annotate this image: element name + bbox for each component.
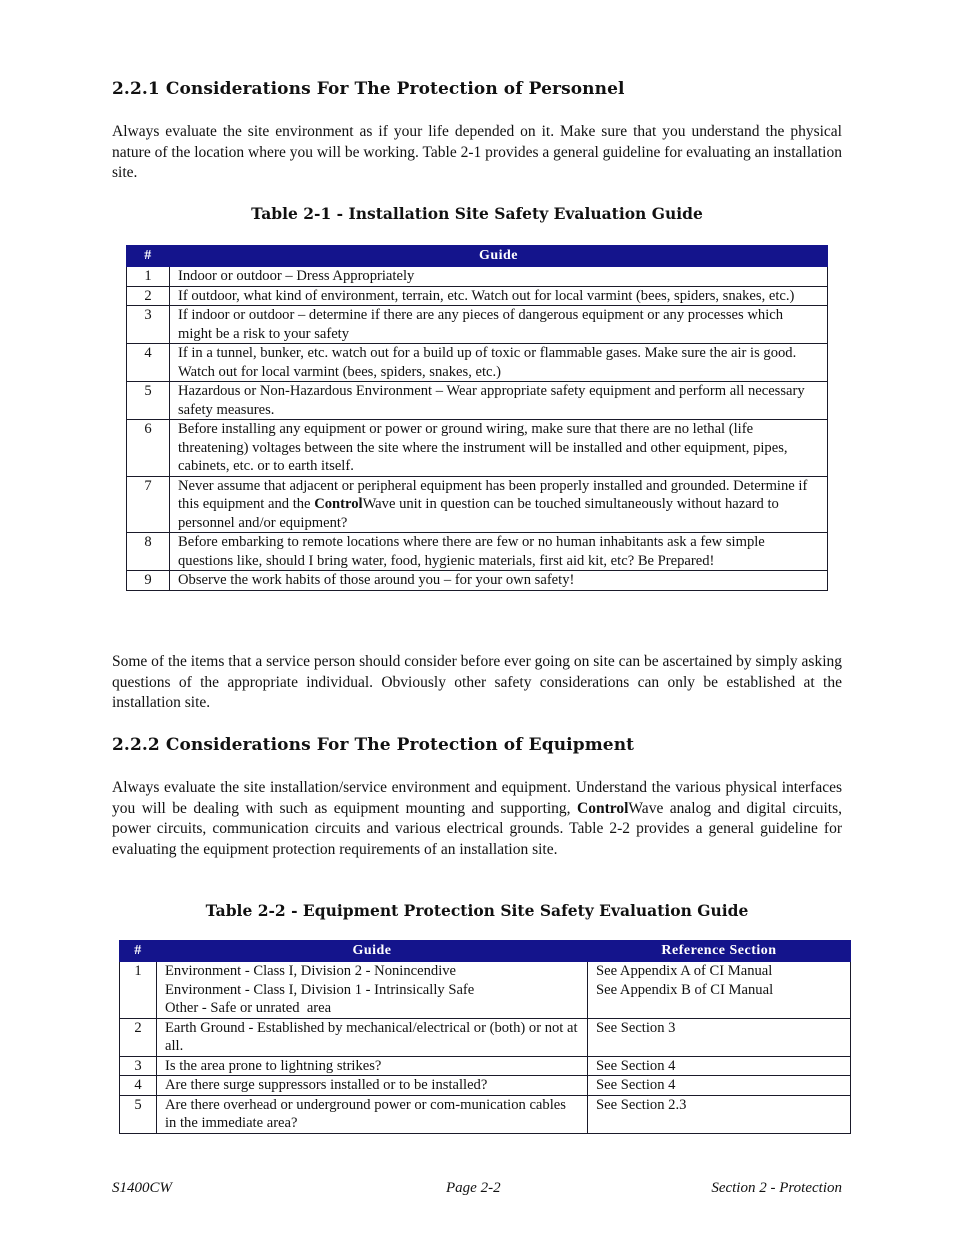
- table-row: [127, 344, 828, 382]
- row-guide-text: If in a tunnel, bunker, etc. watch out for a build up of toxic or flammable gases. Make sure the air is good. Watch out for local varmint (bees, spiders, snakes, etc.): [170, 344, 828, 382]
- brand-name-rest: Wave: [628, 799, 664, 817]
- row-number: 4: [127, 344, 170, 382]
- row-text-part: unit in question can be touched simultaneously without hazard to personnel and/or equipment?: [178, 496, 779, 531]
- column-header-guide: Guide: [157, 941, 588, 962]
- guide-line: Environment - Class I, Division 1 - Intrinsically Safe: [165, 981, 475, 998]
- brand-name-bold: Control: [577, 799, 629, 817]
- section-heading-personnel: 2.2.1 Considerations For The Protection of Personnel: [112, 79, 625, 99]
- table-row: [127, 306, 828, 344]
- table-row: [127, 476, 828, 533]
- row-reference: See Section 3: [588, 1018, 851, 1056]
- installation-site-safety-table: [126, 245, 828, 591]
- row-number: 1: [127, 267, 170, 287]
- table1-caption: Table 2-1 - Installation Site Safety Evaluation Guide: [251, 204, 703, 223]
- footer-page-number: Page 2-2: [446, 1180, 501, 1196]
- table-row: [127, 420, 828, 477]
- row-guide-text: Earth Ground - Established by mechanical/electrical or (both) or not at all.: [157, 1018, 588, 1056]
- table-header-row: [127, 246, 828, 267]
- row-number: 7: [127, 476, 170, 533]
- row-reference: See Section 4: [588, 1056, 851, 1076]
- row-guide-text: Before embarking to remote locations where there are few or no human inhabitants ask a few simple questions like, should I bring water, food, hygienic materials, first aid kit, etc? Be Prepared!: [170, 533, 828, 571]
- row-number: 1: [120, 962, 157, 1019]
- footer-document-id: S1400CW: [112, 1180, 172, 1196]
- row-guide-text: If indoor or outdoor – determine if there are any pieces of dangerous equipment or any processes which might be a risk to your safety: [170, 306, 828, 344]
- row-text-part: Never assume that adjacent or peripheral equipment has been properly installed and grounded. Determine if this equipment and the: [178, 477, 808, 512]
- guide-line: Environment - Class I, Division 2 - Nonincendive: [165, 963, 457, 979]
- section-heading-equipment: 2.2.2 Considerations For The Protection of Equipment: [112, 735, 635, 755]
- row-guide-text: Is the area prone to lightning strikes?: [157, 1056, 588, 1076]
- column-header-reference: Reference Section: [588, 941, 851, 962]
- table2-caption: Table 2-2 - Equipment Protection Site Safety Evaluation Guide: [205, 901, 749, 920]
- row-guide-text: Are there overhead or underground power or com-munication cables in the immediate area?: [157, 1095, 588, 1133]
- items-consider-paragraph: Some of the items that a service person should consider before ever going on site can be ascertained by simply asking questions of the appropriate individual. Obviously other safety considerations can only be established at the installation site.: [112, 653, 843, 711]
- row-number: 2: [120, 1018, 157, 1056]
- table-row: [120, 1056, 851, 1076]
- row-guide-text: If outdoor, what kind of environment, terrain, etc. Watch out for local varmint (bees, spiders, snakes, etc.): [170, 286, 828, 306]
- table-row: [127, 571, 828, 591]
- row-number: 6: [127, 420, 170, 477]
- row-guide-text: Are there surge suppressors installed or to be installed?: [157, 1076, 588, 1096]
- row-guide-text: Observe the work habits of those around you – for your own safety!: [170, 571, 828, 591]
- paragraph-text-part: analog and digital circuits, power circuits, communication circuits and various electrical grounds. Table 2-2 provides a general guideline for evaluating the equipment protection requirements of an installation site.: [112, 799, 842, 858]
- row-reference: See Section 2.3: [588, 1095, 851, 1133]
- footer-section-name: Section 2 - Protection: [711, 1180, 842, 1196]
- row-reference: [588, 962, 851, 1019]
- brand-name-rest: Wave: [362, 496, 396, 512]
- row-guide-text: Indoor or outdoor – Dress Appropriately: [170, 267, 828, 287]
- table-row: [120, 1076, 851, 1096]
- paragraph-text-part: Always evaluate the site installation/service environment and equipment. Understand the various physical interfaces you will be dealing with such as equipment mounting and supporting,: [112, 779, 842, 817]
- table-row: [120, 1095, 851, 1133]
- equipment-intro-paragraph: [112, 778, 842, 860]
- row-guide-text: Before installing any equipment or power or ground wiring, make sure that there are no lethal (life threatening) voltages between the site where the instrument will be installed and other equipment, pipes, cabinets, etc. or to earth itself.: [170, 420, 828, 477]
- personnel-intro-paragraph: Always evaluate the site environment as if your life depended on it. Make sure that you understand the physical nature of the location where you will be working. Table 2-1 provides a general guideline for evaluating an installation site.: [112, 123, 842, 181]
- row-number: 9: [127, 571, 170, 591]
- table-row: [127, 267, 828, 287]
- row-guide-text: Hazardous or Non-Hazardous Environment – Wear appropriate safety equipment and perform all necessary safety measures.: [170, 382, 828, 420]
- row-guide-text: [157, 962, 588, 1019]
- row-number: 5: [120, 1095, 157, 1133]
- reference-line: See Appendix A of CI Manual: [596, 963, 773, 979]
- table-row: [127, 382, 828, 420]
- table-row: [120, 962, 851, 1019]
- table-row: [120, 1018, 851, 1056]
- row-number: 4: [120, 1076, 157, 1096]
- row-number: 3: [127, 306, 170, 344]
- row-number: 5: [127, 382, 170, 420]
- equipment-protection-table: [119, 940, 851, 1134]
- column-header-number: #: [127, 246, 170, 267]
- row-guide-text: [170, 476, 828, 533]
- row-reference: See Section 4: [588, 1076, 851, 1096]
- row-number: 8: [127, 533, 170, 571]
- row-number: 3: [120, 1056, 157, 1076]
- table-row: [127, 286, 828, 306]
- table-row: [127, 533, 828, 571]
- guide-line: Other - Safe or unrated area: [165, 1000, 332, 1016]
- column-header-guide: Guide: [170, 246, 828, 267]
- reference-line: See Appendix B of CI Manual: [596, 981, 774, 998]
- column-header-number: #: [120, 941, 157, 962]
- row-number: 2: [127, 286, 170, 306]
- table-header-row: [120, 941, 851, 962]
- brand-name-bold: Control: [314, 496, 363, 512]
